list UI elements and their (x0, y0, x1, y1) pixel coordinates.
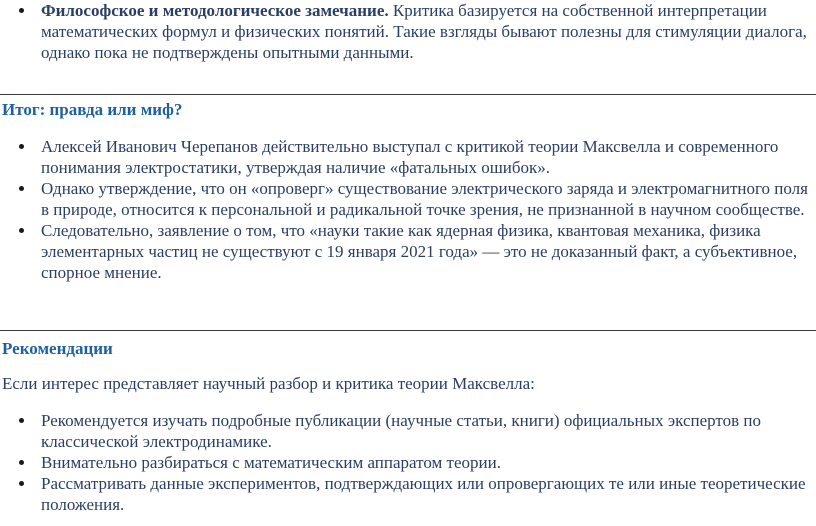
list-item-text: Внимательно разбираться с математическим аппаратом теории. (41, 453, 501, 472)
section-heading-verdict: Итог: правда или миф? (2, 100, 183, 119)
recommendations-intro: Если интерес представляет научный разбор и критика теории Максвелла: (2, 374, 535, 393)
list-item-text: Однако утверждение, что он «опроверг» существование электрического заряда и электромагнитного поля в природе, относится к персональной и радикальной точке зрения, не признанной в научном сообществе. (41, 179, 808, 219)
note-text: Критика базируется на собственной интерпретации математических формул и физических понятий. Такие взгляды бывают полезны для стимуляции диалога, однако пока не подтверждены опытными данными. (41, 1, 807, 62)
bullet-icon (19, 8, 24, 13)
list-item (0, 410, 816, 452)
list-item-text: Рассматривать данные экспериментов, подтверждающих или опровергающих те или иные теоретические положения. (41, 474, 806, 514)
divider (0, 94, 816, 95)
bullet-icon (19, 144, 24, 149)
section-heading-recommendations: Рекомендации (2, 339, 113, 358)
divider (0, 330, 816, 331)
verdict-list (0, 136, 816, 283)
list-item (0, 473, 816, 515)
list-item-text: Следовательно, заявление о том, что «науки такие как ядерная физика, квантовая механика, физика элементарных частиц не существуют с 19 января 2021 года» — это не доказанный факт, а субъективное, спорное мнение. (41, 221, 798, 282)
list-item (0, 0, 816, 63)
bullet-icon (19, 418, 24, 423)
note-bold-lead: Философское и методологическое замечание. (41, 1, 389, 20)
bullet-icon (19, 228, 24, 233)
recommendations-list (0, 410, 816, 515)
list-item (0, 178, 816, 220)
methodology-note-list (0, 0, 816, 63)
list-item-text: Рекомендуется изучать подробные публикации (научные статьи, книги) официальных экспертов по классической электродинамике. (41, 411, 762, 451)
list-item (0, 220, 816, 283)
list-item (0, 452, 816, 473)
bullet-icon (19, 186, 24, 191)
list-item (0, 136, 816, 178)
bullet-icon (19, 460, 24, 465)
list-item-text: Алексей Иванович Черепанов действительно выступал с критикой теории Максвелла и современного понимания электростатики, утверждая наличие «фатальных ошибок». (41, 137, 779, 177)
bullet-icon (19, 481, 24, 486)
